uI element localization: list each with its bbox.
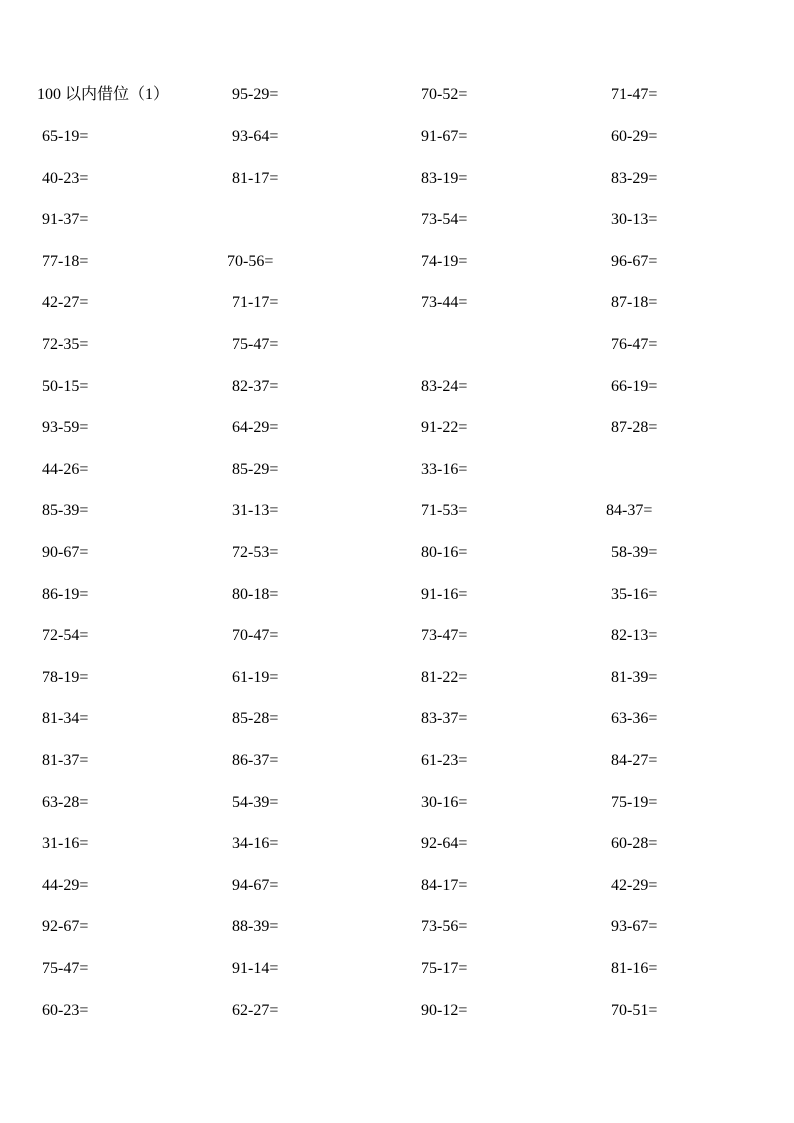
problem-col2-row17: 86-37= bbox=[232, 752, 279, 769]
problem-col1-row4: 91-37= bbox=[42, 211, 89, 228]
problem-col3-row15: 81-22= bbox=[421, 669, 468, 686]
problem-col3-row18: 30-16= bbox=[421, 794, 468, 811]
problem-col2-row18: 54-39= bbox=[232, 794, 279, 811]
problem-col1-row8: 50-15= bbox=[42, 378, 89, 395]
problem-col3-row17: 61-23= bbox=[421, 752, 468, 769]
problem-col1-row22: 75-47= bbox=[42, 960, 89, 977]
problem-col3-row5: 74-19= bbox=[421, 253, 468, 270]
problem-col1-row14: 72-54= bbox=[42, 627, 89, 644]
problem-col2-row5: 70-56= bbox=[227, 253, 274, 270]
problem-col3-row13: 91-16= bbox=[421, 586, 468, 603]
problem-col4-row12: 58-39= bbox=[611, 544, 658, 561]
problem-col1-row13: 86-19= bbox=[42, 586, 89, 603]
problem-col2-row7: 75-47= bbox=[232, 336, 279, 353]
problem-col3-row10: 33-16= bbox=[421, 461, 468, 478]
problem-col1-row16: 81-34= bbox=[42, 710, 89, 727]
worksheet-title: 100 以内借位（1） bbox=[37, 86, 170, 103]
problem-col1-row21: 92-67= bbox=[42, 918, 89, 935]
problem-col3-row11: 71-53= bbox=[421, 502, 468, 519]
problem-col2-row20: 94-67= bbox=[232, 877, 279, 894]
problem-col1-row11: 85-39= bbox=[42, 502, 89, 519]
problem-col3-row20: 84-17= bbox=[421, 877, 468, 894]
problem-col2-row14: 70-47= bbox=[232, 627, 279, 644]
problem-col4-row6: 87-18= bbox=[611, 294, 658, 311]
problem-col3-row9: 91-22= bbox=[421, 419, 468, 436]
problem-col4-row1: 71-47= bbox=[611, 86, 658, 103]
problem-col1-row10: 44-26= bbox=[42, 461, 89, 478]
problem-col4-row23: 70-51= bbox=[611, 1002, 658, 1019]
problem-col1-row17: 81-37= bbox=[42, 752, 89, 769]
problem-col1-row18: 63-28= bbox=[42, 794, 89, 811]
problem-col2-row15: 61-19= bbox=[232, 669, 279, 686]
problem-col4-row13: 35-16= bbox=[611, 586, 658, 603]
problem-col2-row23: 62-27= bbox=[232, 1002, 279, 1019]
problem-col2-row22: 91-14= bbox=[232, 960, 279, 977]
problem-col3-row19: 92-64= bbox=[421, 835, 468, 852]
problem-col2-row13: 80-18= bbox=[232, 586, 279, 603]
problem-col2-row8: 82-37= bbox=[232, 378, 279, 395]
problem-col3-row4: 73-54= bbox=[421, 211, 468, 228]
problem-col1-row19: 31-16= bbox=[42, 835, 89, 852]
problem-col2-row19: 34-16= bbox=[232, 835, 279, 852]
problem-col4-row18: 75-19= bbox=[611, 794, 658, 811]
problem-col1-row6: 42-27= bbox=[42, 294, 89, 311]
problem-col3-row16: 83-37= bbox=[421, 710, 468, 727]
problem-col4-row9: 87-28= bbox=[611, 419, 658, 436]
problem-col2-row21: 88-39= bbox=[232, 918, 279, 935]
problem-col4-row11: 84-37= bbox=[606, 502, 653, 519]
problem-col2-row12: 72-53= bbox=[232, 544, 279, 561]
problem-col4-row14: 82-13= bbox=[611, 627, 658, 644]
problem-col1-row9: 93-59= bbox=[42, 419, 89, 436]
problem-col3-row8: 83-24= bbox=[421, 378, 468, 395]
problem-col2-row16: 85-28= bbox=[232, 710, 279, 727]
problem-col4-row19: 60-28= bbox=[611, 835, 658, 852]
problem-col4-row20: 42-29= bbox=[611, 877, 658, 894]
problem-col4-row22: 81-16= bbox=[611, 960, 658, 977]
problem-col1-row15: 78-19= bbox=[42, 669, 89, 686]
problem-col1-row7: 72-35= bbox=[42, 336, 89, 353]
problem-col1-row12: 90-67= bbox=[42, 544, 89, 561]
problem-col4-row17: 84-27= bbox=[611, 752, 658, 769]
problem-col2-row9: 64-29= bbox=[232, 419, 279, 436]
problem-col3-row1: 70-52= bbox=[421, 86, 468, 103]
problem-col1-row3: 40-23= bbox=[42, 170, 89, 187]
problem-col2-row2: 93-64= bbox=[232, 128, 279, 145]
problem-col3-row12: 80-16= bbox=[421, 544, 468, 561]
problem-col2-row11: 31-13= bbox=[232, 502, 279, 519]
problem-col2-row3: 81-17= bbox=[232, 170, 279, 187]
problem-col2-row6: 71-17= bbox=[232, 294, 279, 311]
problem-col3-row21: 73-56= bbox=[421, 918, 468, 935]
problem-col3-row14: 73-47= bbox=[421, 627, 468, 644]
problem-col3-row3: 83-19= bbox=[421, 170, 468, 187]
problem-col4-row16: 63-36= bbox=[611, 710, 658, 727]
problem-col3-row6: 73-44= bbox=[421, 294, 468, 311]
problem-col1-row2: 65-19= bbox=[42, 128, 89, 145]
problem-col4-row4: 30-13= bbox=[611, 211, 658, 228]
problem-col4-row2: 60-29= bbox=[611, 128, 658, 145]
problem-col1-row20: 44-29= bbox=[42, 877, 89, 894]
problem-col1-row23: 60-23= bbox=[42, 1002, 89, 1019]
problem-col4-row7: 76-47= bbox=[611, 336, 658, 353]
problem-col2-row10: 85-29= bbox=[232, 461, 279, 478]
problem-col1-row5: 77-18= bbox=[42, 253, 89, 270]
problem-col3-row23: 90-12= bbox=[421, 1002, 468, 1019]
problem-col2-row1: 95-29= bbox=[232, 86, 279, 103]
problem-col4-row3: 83-29= bbox=[611, 170, 658, 187]
problem-col4-row15: 81-39= bbox=[611, 669, 658, 686]
problem-col4-row5: 96-67= bbox=[611, 253, 658, 270]
problem-col3-row2: 91-67= bbox=[421, 128, 468, 145]
problem-col4-row8: 66-19= bbox=[611, 378, 658, 395]
problem-col4-row21: 93-67= bbox=[611, 918, 658, 935]
problem-col3-row22: 75-17= bbox=[421, 960, 468, 977]
